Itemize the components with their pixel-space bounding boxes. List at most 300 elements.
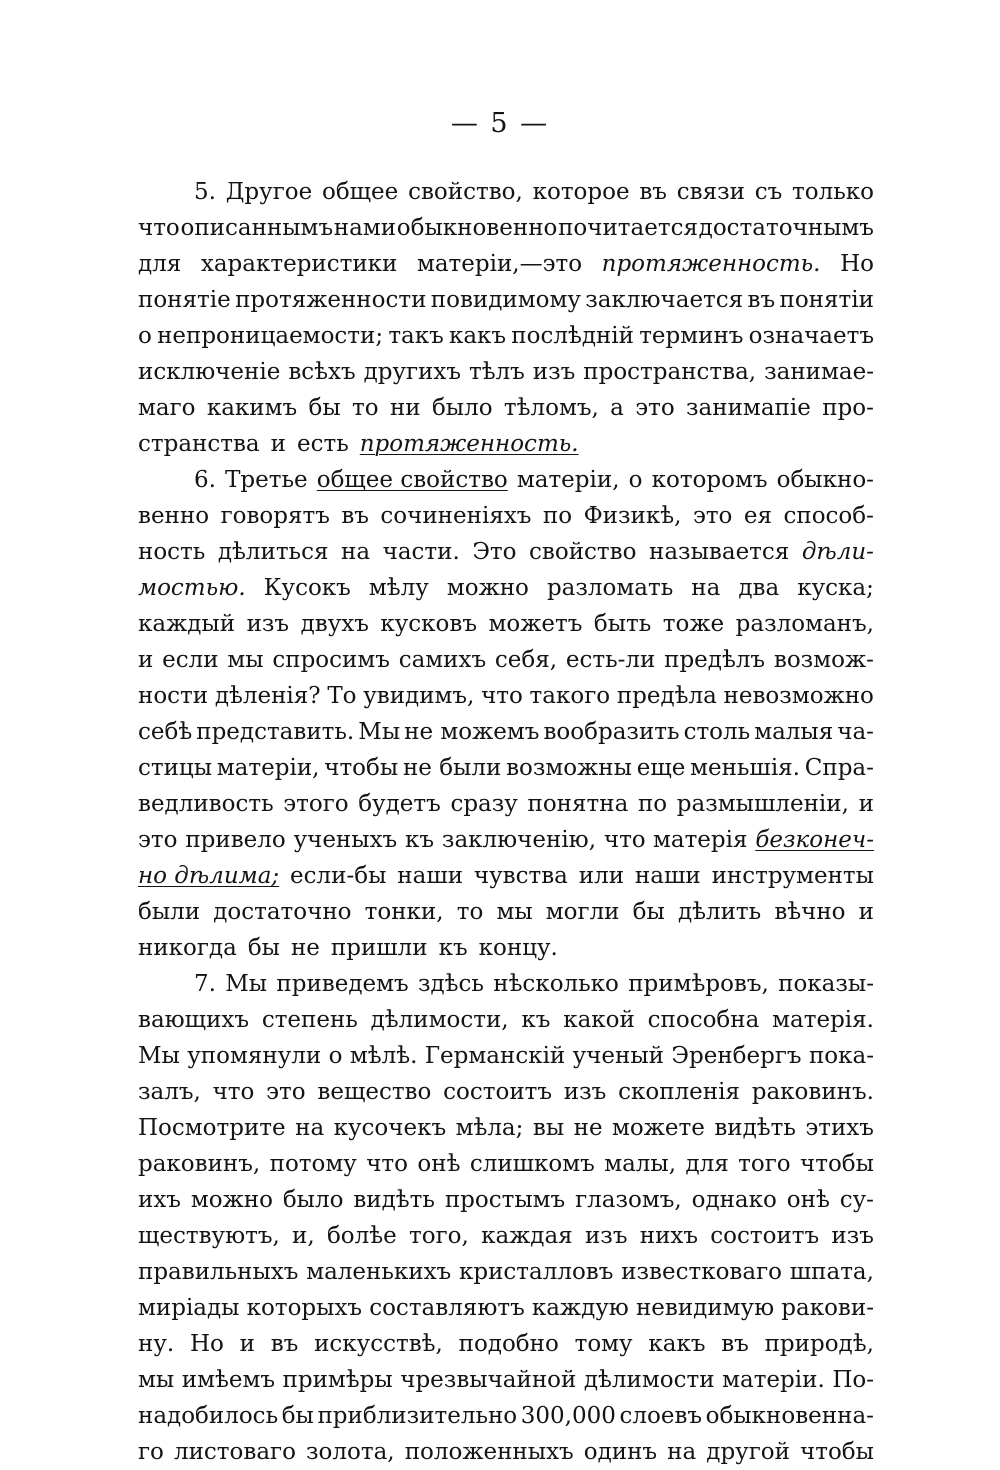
word: слишкомъ	[469, 1151, 595, 1177]
text-line	[138, 570, 874, 606]
word: этого	[283, 791, 349, 817]
word: вающихъ	[138, 1007, 250, 1033]
word: ведливость	[138, 791, 274, 817]
word: невозможно	[723, 683, 874, 709]
page-number: — 5 —	[450, 108, 550, 139]
word: Физикѣ,	[583, 503, 682, 529]
text-line	[138, 534, 874, 570]
text-line	[138, 390, 874, 426]
word: на	[341, 539, 371, 565]
word: общее	[321, 179, 399, 205]
word: Спра-	[804, 755, 874, 781]
word: были	[138, 899, 201, 925]
word: тоже	[662, 611, 725, 637]
word: обыкновенно	[396, 215, 558, 241]
word: быть	[593, 611, 652, 637]
word: каждый	[138, 611, 236, 637]
word: это	[266, 1079, 306, 1105]
word: состоитъ	[710, 1223, 820, 1249]
word: малыя	[754, 719, 834, 745]
word: того	[738, 1151, 791, 1177]
word: мѣлѣ.	[349, 1043, 418, 1069]
word: инструменты	[711, 863, 874, 889]
word: бы	[247, 935, 280, 961]
word: чтобы	[800, 1151, 874, 1177]
word: понятна	[527, 791, 629, 817]
word: терминъ	[639, 323, 744, 349]
word: означаетъ	[748, 323, 874, 349]
word: меньшія.	[690, 755, 800, 781]
word: кусочекъ	[333, 1115, 447, 1141]
text-line	[138, 174, 874, 210]
word: двухъ	[300, 611, 369, 637]
word: глазомъ,	[575, 1187, 682, 1213]
text-line	[138, 1362, 874, 1398]
text-line	[138, 354, 874, 390]
word: Третье	[225, 467, 308, 493]
word: о	[138, 323, 152, 349]
word: Мы	[358, 719, 401, 745]
word: свойство	[529, 539, 637, 565]
word: такого	[529, 683, 611, 709]
word: обыкно-	[776, 467, 874, 493]
word: того,	[409, 1223, 469, 1249]
word: матеріи,	[216, 755, 320, 781]
word: будетъ	[358, 791, 441, 817]
word: этихъ	[805, 1115, 874, 1141]
word: другихъ	[363, 359, 461, 385]
word: Другое	[225, 179, 313, 205]
word: къ	[405, 827, 435, 853]
text-line	[138, 1398, 874, 1434]
word: другой	[706, 1439, 790, 1465]
word: ществуютъ,	[138, 1223, 280, 1249]
word: стицы	[138, 755, 213, 781]
word: нѣсколько	[493, 971, 619, 997]
text-line	[138, 282, 874, 318]
word: правильныхъ	[138, 1259, 299, 1285]
word: что	[212, 1079, 255, 1105]
word: 5.	[194, 179, 216, 205]
word: чрезвычайной	[400, 1367, 577, 1393]
word: что	[366, 1151, 408, 1177]
word: тѣлъ	[468, 359, 525, 385]
word: подобно	[458, 1331, 559, 1357]
word: искусствѣ,	[314, 1331, 443, 1357]
text-line	[138, 1218, 874, 1254]
word: всѣхъ	[288, 359, 356, 385]
word: здѣсь	[417, 971, 484, 997]
text-line	[138, 1002, 874, 1038]
word: куска;	[797, 575, 874, 601]
text-line	[138, 498, 874, 534]
word: золота,	[306, 1439, 395, 1465]
word: не	[290, 935, 320, 961]
word: листоваго	[173, 1439, 296, 1465]
word: 7.	[194, 971, 216, 997]
word: себя,	[494, 647, 558, 673]
word: дѣленія?	[214, 683, 321, 709]
word: еще	[636, 755, 686, 781]
word: на	[295, 1115, 325, 1141]
word: 6.	[194, 467, 216, 493]
word: столь	[683, 719, 751, 745]
word: матеріи,	[516, 467, 620, 493]
word: го	[138, 1439, 164, 1465]
word: ности	[138, 683, 209, 709]
word: было	[431, 395, 493, 421]
word: исключеніе	[138, 359, 281, 385]
text-line	[138, 642, 874, 678]
word: самихъ	[398, 647, 487, 673]
word: бы	[632, 899, 665, 925]
word: по	[542, 503, 573, 529]
word: и,	[292, 1223, 315, 1249]
word: протяженность.	[601, 251, 821, 277]
word: Мы	[225, 971, 268, 997]
word: описаннымъ	[180, 215, 334, 241]
word: су-	[839, 1187, 874, 1213]
text-line	[138, 966, 874, 1002]
word: изъ	[584, 1223, 628, 1249]
word: представить.	[196, 719, 355, 745]
word: положенныхъ	[404, 1439, 574, 1465]
word: странства	[138, 431, 260, 457]
word: скопленія	[618, 1079, 740, 1105]
word: ность	[138, 539, 206, 565]
word: въ	[270, 1331, 299, 1357]
word: каждую	[531, 1295, 629, 1321]
word: вообразить	[543, 719, 680, 745]
word: каждая	[481, 1223, 573, 1249]
text-line	[138, 210, 874, 246]
word: можетъ	[488, 611, 583, 637]
word: говорятъ	[220, 503, 330, 529]
word: части.	[382, 539, 460, 565]
word: Мы	[138, 1043, 180, 1069]
word: достаточнымъ	[698, 215, 874, 241]
word: которомъ	[651, 467, 768, 493]
text-line	[138, 246, 874, 282]
word: тѣломъ,	[503, 395, 599, 421]
word: кристалловъ	[458, 1259, 614, 1285]
word: можно	[190, 1187, 273, 1213]
text-line	[138, 930, 874, 966]
word: съ	[754, 179, 783, 205]
word: вѣчно	[774, 899, 846, 925]
word: кусковъ	[380, 611, 477, 637]
word: бы	[308, 395, 341, 421]
word: привело	[185, 827, 286, 853]
word: ракови-	[781, 1295, 874, 1321]
word: матеріи,—это	[416, 251, 583, 277]
word: дѣлимости	[583, 1367, 715, 1393]
word: показы-	[778, 971, 874, 997]
text-line	[138, 1254, 874, 1290]
word: было	[282, 1187, 344, 1213]
word: наши	[634, 863, 701, 889]
word: то	[456, 899, 484, 925]
word: миріады	[138, 1295, 240, 1321]
text-line	[138, 1146, 874, 1182]
word: нихъ	[639, 1223, 699, 1249]
word: на	[667, 1439, 697, 1465]
word: известковаго	[621, 1259, 782, 1285]
word: на	[691, 575, 721, 601]
word: болѣе	[326, 1223, 397, 1249]
word: Германскій	[424, 1043, 566, 1069]
word: малы,	[604, 1151, 677, 1177]
word: что матерія	[603, 827, 748, 853]
word: тонки,	[364, 899, 444, 925]
word: спросимъ	[272, 647, 390, 673]
word: способна	[647, 1007, 760, 1033]
word: надобилось	[138, 1403, 279, 1429]
word: онѣ	[417, 1151, 461, 1177]
word: изъ	[532, 359, 576, 385]
word: есть-ли	[565, 647, 656, 673]
word: примѣры	[282, 1367, 393, 1393]
word: къ	[521, 1007, 551, 1033]
word: По-	[832, 1367, 874, 1393]
text-line	[138, 606, 874, 642]
text-line	[138, 1038, 874, 1074]
word: раковинъ.	[751, 1079, 874, 1105]
word: бы	[281, 1403, 314, 1429]
word: разломать	[546, 575, 674, 601]
word: называется	[649, 539, 790, 565]
word: простымъ	[444, 1187, 566, 1213]
text-line	[138, 426, 874, 462]
word: пока-	[808, 1043, 874, 1069]
word: концу.	[478, 935, 558, 961]
word: безконеч-	[755, 827, 874, 853]
word: которое	[532, 179, 630, 205]
word: повидимому	[430, 287, 581, 313]
text-line	[138, 858, 874, 894]
word: только	[792, 179, 874, 205]
word: къ	[438, 935, 468, 961]
text-line	[138, 822, 874, 858]
word: предѣлъ	[664, 647, 766, 673]
word: въ	[639, 179, 667, 205]
word: возможны	[506, 755, 632, 781]
word: дѣлимости,	[370, 1007, 509, 1033]
word: упомянули	[187, 1043, 322, 1069]
word: не были	[402, 755, 502, 781]
word: изъ	[831, 1223, 874, 1249]
word: Посмотрите	[138, 1115, 286, 1141]
word: вы	[532, 1115, 565, 1141]
word: понятіе	[138, 287, 231, 313]
word: пришли	[330, 935, 428, 961]
word: состоитъ	[443, 1079, 553, 1105]
word: видѣть	[714, 1115, 796, 1141]
word: никогда	[138, 935, 237, 961]
word: венно	[138, 503, 210, 529]
word: степень	[261, 1007, 358, 1033]
word: для	[685, 1151, 729, 1177]
word: по	[637, 791, 668, 817]
word: и	[858, 899, 874, 925]
word: но дѣлима;	[138, 863, 280, 889]
word: если-бы	[290, 863, 387, 889]
word: ихъ	[138, 1187, 181, 1213]
word: онѣ	[786, 1187, 830, 1213]
text-line	[138, 1434, 874, 1470]
word: можно	[446, 575, 529, 601]
word: 300,000	[520, 1403, 616, 1429]
word: способ-	[783, 503, 874, 529]
word: вещество	[317, 1079, 432, 1105]
word: какъ	[448, 323, 507, 349]
word: и	[239, 1331, 255, 1357]
word: потому	[269, 1151, 357, 1177]
word: что	[481, 683, 523, 709]
word: въ	[341, 503, 369, 529]
word: залъ,	[138, 1079, 201, 1105]
word: предѣла	[616, 683, 717, 709]
word: о	[328, 1043, 343, 1069]
word: это	[138, 827, 178, 853]
word: дѣлить	[677, 899, 762, 925]
text-line	[138, 1110, 874, 1146]
word: Это	[472, 539, 517, 565]
word: видѣть	[353, 1187, 435, 1213]
text-line	[138, 318, 874, 354]
word: въ	[721, 1331, 749, 1357]
word: и	[858, 791, 874, 817]
word: почитается	[558, 215, 698, 241]
word: такъ	[388, 323, 444, 349]
word: изъ	[563, 1079, 607, 1105]
word: о	[628, 467, 643, 493]
word: ча-	[837, 719, 874, 745]
word: составляютъ	[369, 1295, 525, 1321]
word: чтобы	[800, 1439, 874, 1465]
word: возмож-	[773, 647, 874, 673]
word: и	[270, 431, 286, 457]
word: свойство,	[408, 179, 523, 205]
word: ученыхъ	[293, 827, 398, 853]
word: увидимъ,	[363, 683, 475, 709]
word: это	[635, 395, 675, 421]
text-line	[138, 714, 874, 750]
word: чувства	[473, 863, 568, 889]
word: то	[352, 395, 379, 421]
text-line	[138, 750, 874, 786]
word: маго	[138, 395, 196, 421]
word: ея	[743, 503, 772, 529]
word: послѣдній	[511, 323, 634, 349]
text-line	[138, 678, 874, 714]
word: обыкновенна-	[705, 1403, 874, 1429]
word: Эренбергъ	[671, 1043, 802, 1069]
word: мы	[227, 647, 264, 673]
word: непроницаемости;	[157, 323, 384, 349]
word: заключенію,	[441, 827, 597, 853]
word: протяженности	[235, 287, 427, 313]
body-text	[138, 174, 874, 1470]
word: Но	[840, 251, 874, 277]
word: однако	[691, 1187, 777, 1213]
word: чтобы	[324, 755, 399, 781]
word: раковинъ,	[138, 1151, 261, 1177]
word: наши	[397, 863, 464, 889]
word: мостью.	[138, 575, 246, 601]
word: имѣемъ	[181, 1367, 275, 1393]
text-line	[138, 894, 874, 930]
word: занимае-	[764, 359, 874, 385]
text-line	[138, 1182, 874, 1218]
word: примѣровъ,	[628, 971, 769, 997]
word: размышленіи,	[676, 791, 849, 817]
word: достаточно	[213, 899, 352, 925]
word: ни	[389, 395, 421, 421]
text-line	[138, 786, 874, 822]
word: матеріи.	[722, 1367, 825, 1393]
word: это	[692, 503, 733, 529]
word: матерія.	[772, 1007, 874, 1033]
word: заключается	[585, 287, 744, 313]
word: Но	[189, 1331, 224, 1357]
word: протяженность.	[359, 431, 579, 457]
word: пространства,	[583, 359, 757, 385]
word: шпата,	[789, 1259, 874, 1285]
word: понятіи	[779, 287, 874, 313]
word: изъ	[246, 611, 290, 637]
word: То	[327, 683, 357, 709]
word: ну.	[138, 1331, 175, 1357]
word: ученый	[572, 1043, 664, 1069]
word: про-	[822, 395, 874, 421]
word: невидимую	[635, 1295, 775, 1321]
word: сочиненіяхъ	[380, 503, 532, 529]
word: не	[573, 1115, 603, 1141]
word: какимъ	[206, 395, 298, 421]
word: Кусокъ	[263, 575, 351, 601]
word: если	[162, 647, 219, 673]
word: а	[610, 395, 624, 421]
word: дѣли-	[801, 539, 874, 565]
word: общее свойство	[316, 467, 508, 493]
word: тому	[574, 1331, 633, 1357]
word: которыхъ	[246, 1295, 363, 1321]
word: можете	[612, 1115, 705, 1141]
word: есть	[296, 431, 349, 457]
word: мѣлу	[368, 575, 429, 601]
word: характеристики	[200, 251, 398, 277]
word: связи	[676, 179, 745, 205]
word: занимапіе	[686, 395, 811, 421]
text-line	[138, 1074, 874, 1110]
word: сразу	[450, 791, 518, 817]
word: два	[738, 575, 780, 601]
word: дѣлиться	[217, 539, 329, 565]
word: одинъ	[583, 1439, 658, 1465]
word: маленькихъ	[306, 1259, 452, 1285]
word: въ	[747, 287, 776, 313]
text-line	[138, 1326, 874, 1362]
word: слоевъ	[619, 1403, 703, 1429]
word: не можемъ	[404, 719, 540, 745]
word: и	[138, 647, 154, 673]
word: могли	[545, 899, 620, 925]
word: для	[138, 251, 182, 277]
text-line	[138, 1290, 874, 1326]
word: мѣла;	[455, 1115, 524, 1141]
word: себѣ	[138, 719, 193, 745]
